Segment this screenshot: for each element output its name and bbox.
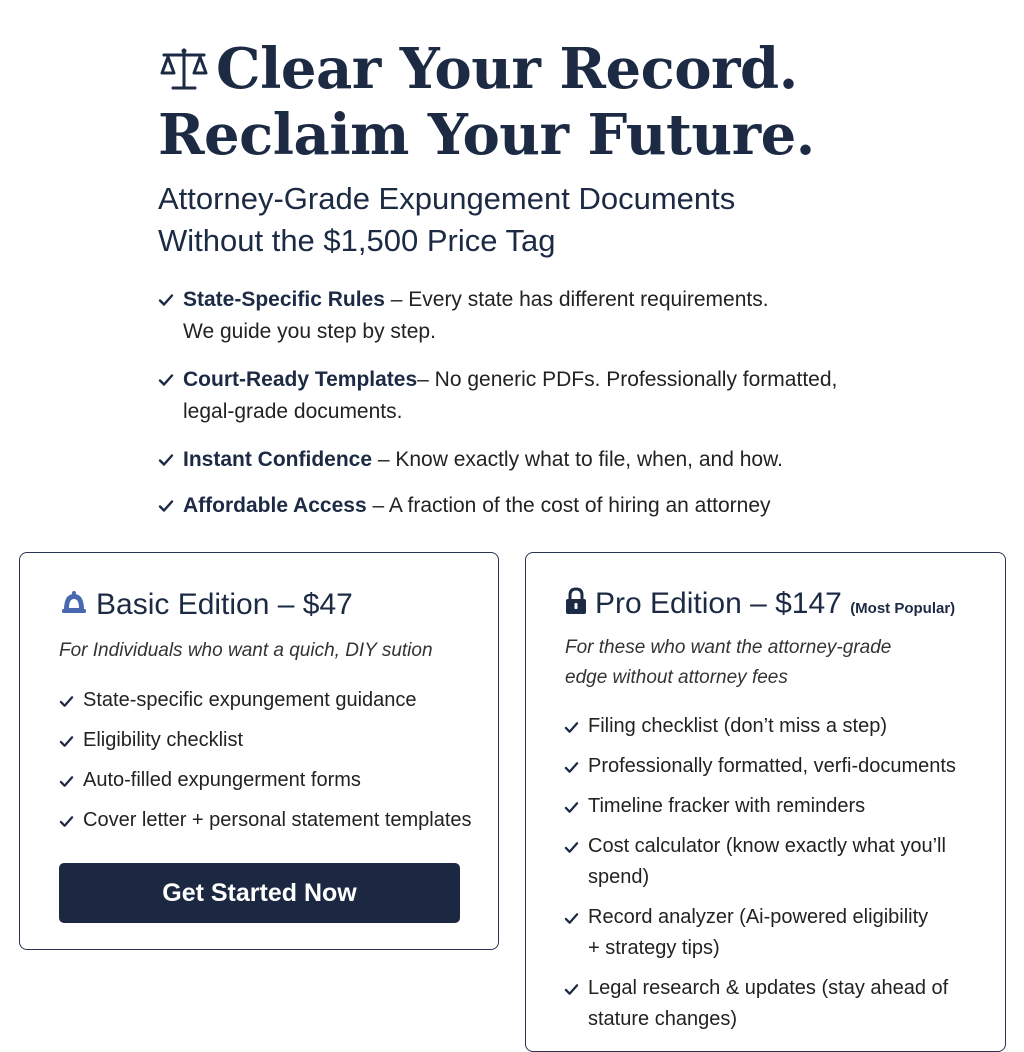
pro-subtitle xyxy=(565,633,891,693)
feature-text: Record analyzer (Ai-powered eligibility xyxy=(588,906,929,928)
feature-text-cont: stature changes) xyxy=(588,1008,737,1030)
check-icon xyxy=(564,911,579,926)
feature-item xyxy=(564,711,994,742)
feature-item xyxy=(564,973,994,1035)
pro-title-text: Pro Edition – $147 xyxy=(595,587,842,620)
pro-subtitle-line-2: edge without attorney fees xyxy=(565,667,788,688)
check-icon xyxy=(158,452,174,468)
benefit-item xyxy=(158,364,998,428)
feature-text: Timeline fracker with reminders xyxy=(588,795,866,817)
basic-title-text: Basic Edition – $47 xyxy=(96,588,353,621)
feature-text: Cost calculator (know exactly what you’ll xyxy=(588,835,946,857)
check-icon xyxy=(564,982,579,997)
benefit-desc-cont: We guide you step by step. xyxy=(183,320,436,343)
check-icon xyxy=(158,372,174,388)
basic-subtitle: For Individuals who want a quich, DIY sution xyxy=(59,640,433,661)
feature-text: Professionally formatted, verfi-documents xyxy=(588,755,956,777)
headline-line-1: Clear Your Record. xyxy=(216,36,798,102)
pro-subtitle-line-1: For these who want the attorney-grade xyxy=(565,637,892,658)
benefit-title: Instant Confidence xyxy=(183,448,373,471)
feature-item xyxy=(564,791,994,822)
feature-item xyxy=(59,765,489,796)
check-icon xyxy=(59,694,74,709)
basic-edition-card xyxy=(19,552,499,950)
benefit-title: Court-Ready Templates xyxy=(183,368,418,391)
benefit-item xyxy=(158,284,998,348)
feature-text-cont: spend) xyxy=(588,866,650,888)
benefit-item xyxy=(158,490,998,522)
check-icon xyxy=(59,734,74,749)
feature-item xyxy=(59,805,489,836)
check-icon xyxy=(158,498,174,514)
subhead xyxy=(158,178,938,262)
check-icon xyxy=(564,800,579,815)
benefit-desc: – No generic PDFs. Professionally formatted, xyxy=(417,368,838,391)
subhead-line-1: Attorney-Grade Expungement Documents xyxy=(158,181,736,216)
pro-title xyxy=(565,586,955,627)
basic-features-list xyxy=(59,685,489,836)
benefit-title: State-Specific Rules xyxy=(183,288,385,311)
feature-text: Legal research & updates (stay ahead of xyxy=(588,977,949,999)
check-icon xyxy=(59,814,74,829)
headline xyxy=(158,36,978,168)
feature-text: Cover letter + personal statement templates xyxy=(83,809,472,831)
benefit-desc-cont: legal-grade documents. xyxy=(183,400,403,423)
check-icon xyxy=(158,292,174,308)
benefit-desc: – Know exactly what to file, when, and how. xyxy=(372,448,783,471)
feature-item xyxy=(564,902,994,964)
benefit-desc: – A fraction of the cost of hiring an attorney xyxy=(366,494,771,517)
benefits-list xyxy=(158,284,998,522)
hero xyxy=(158,36,978,168)
feature-text: State-specific expungement guidance xyxy=(83,689,417,711)
check-icon xyxy=(564,720,579,735)
benefit-title: Affordable Access xyxy=(183,494,367,517)
feature-item xyxy=(59,685,489,716)
pro-edition-card xyxy=(525,552,1006,1052)
feature-item xyxy=(564,831,994,893)
check-icon xyxy=(564,760,579,775)
feature-text-cont: + strategy tips) xyxy=(588,937,720,959)
padlock-icon xyxy=(565,587,587,615)
benefit-item xyxy=(158,444,998,476)
bell-icon xyxy=(60,590,88,616)
subhead-line-2: Without the $1,500 Price Tag xyxy=(158,223,556,258)
benefit-desc: – Every state has different requirements. xyxy=(384,288,769,311)
feature-text: Eligibility checklist xyxy=(83,729,244,751)
check-icon xyxy=(564,840,579,855)
scales-of-justice-icon xyxy=(158,46,210,92)
most-popular-badge: (Most Popular) xyxy=(850,600,956,617)
feature-text: Auto-filled expungerment forms xyxy=(83,769,361,791)
feature-text: Filing checklist (don’t miss a step) xyxy=(588,715,887,737)
pro-features-list xyxy=(564,711,994,1035)
check-icon xyxy=(59,774,74,789)
feature-item xyxy=(564,751,994,782)
headline-line-2: Reclaim Your Future. xyxy=(158,102,815,168)
get-started-button[interactable]: Get Started Now xyxy=(59,863,460,923)
feature-item xyxy=(59,725,489,756)
basic-title xyxy=(60,587,353,623)
